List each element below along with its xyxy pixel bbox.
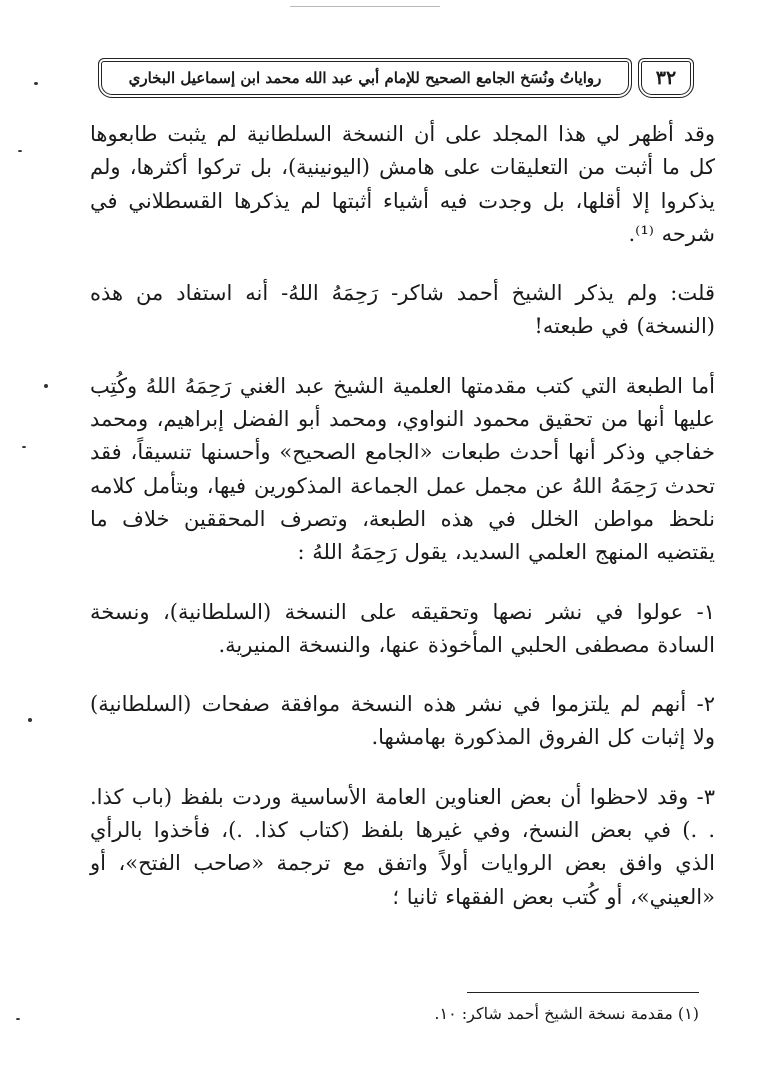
paragraph-4: ١- عولوا في نشر نصها وتحقيقه على النسخة (السلطانية)، ونسخة السادة مصطفى الحلبي المأخوذة عنها، والنسخة المنيرية. (90, 599, 715, 657)
paragraph-6: ٣- وقد لاحظوا أن بعض العناوين العامة الأساسية وردت بلفظ (باب كذا. . .) في بعض النسخ، وفي غيرها بلفظ (كتاب كذا. .)، فأخذوا بالرأي الذي وافق بعض الروايات أولاً واتفق مع ترجمة «صاحب الفتح»، أو «العيني»، أو كُتب بعض الفقهاء ثانيا ؛ (90, 784, 715, 909)
paragraph-1: وقد أظهر لي هذا المجلد على أن النسخة السلطانية لم يثبت طابعوها كل ما أثبت من التعليقات على هامش (اليونينية)، بل تركوا أكثرها، ولم يذكروا إلا أقلها، بل وجدت فيه أشياء أثبتها لم يذكرها القسطلاني في شرحه ⁽¹⁾. (90, 122, 715, 246)
footnote: (١) مقدمة نسخة الشيخ أحمد شاكر: ١٠. (434, 1004, 699, 1023)
scan-speck (44, 384, 48, 388)
scan-speck (18, 150, 22, 152)
paragraph-3: أما الطبعة التي كتب مقدمتها العلمية الشيخ عبد الغني رَحِمَهُ اللهُ وكُتِب عليها أنها من تحقيق محمود النواوي، ومحمد أبو الفضل إبراهيم، ومحمد خفاجي وذكر أنها أحدث طبعات «الجامع الصحيح» وأحسنها تنسيقاً، فقد تحدث رَحِمَهُ اللهُ عن مجمل عمل الجماعة المذكورين فيها، وبتأمل كلامه نلحظ مواطن الخلل في هذه الطبعة، وتصرف المحققين خلاف ما يقتضيه المنهج العلمي السديد، يقول رَحِمَهُ اللهُ : (90, 373, 716, 565)
scan-speck (28, 718, 32, 722)
paragraph-2: قلت: ولم يذكر الشيخ أحمد شاكر- رَحِمَهُ اللهُ- أنه استفاد من هذه (النسخة) في طبعته! (90, 281, 715, 339)
page-number: ٣٢ (638, 58, 694, 98)
page-body (90, 118, 715, 940)
footnote-rule (467, 992, 699, 993)
top-rule (290, 6, 440, 7)
running-title: رواياتُ ونُسَخ الجامع الصحيح للإمام أبي عبد الله محمد ابن إسماعيل البخاري (98, 58, 632, 98)
paragraph-5: ٢- أنهم لم يلتزموا في نشر هذه النسخة موافقة صفحات (السلطانية) ولا إثبات كل الفروق المذكورة بهامشها. (90, 692, 715, 750)
scan-speck (16, 1018, 20, 1020)
scan-speck (34, 82, 38, 85)
scan-speck (22, 446, 26, 448)
page-header (98, 58, 694, 102)
